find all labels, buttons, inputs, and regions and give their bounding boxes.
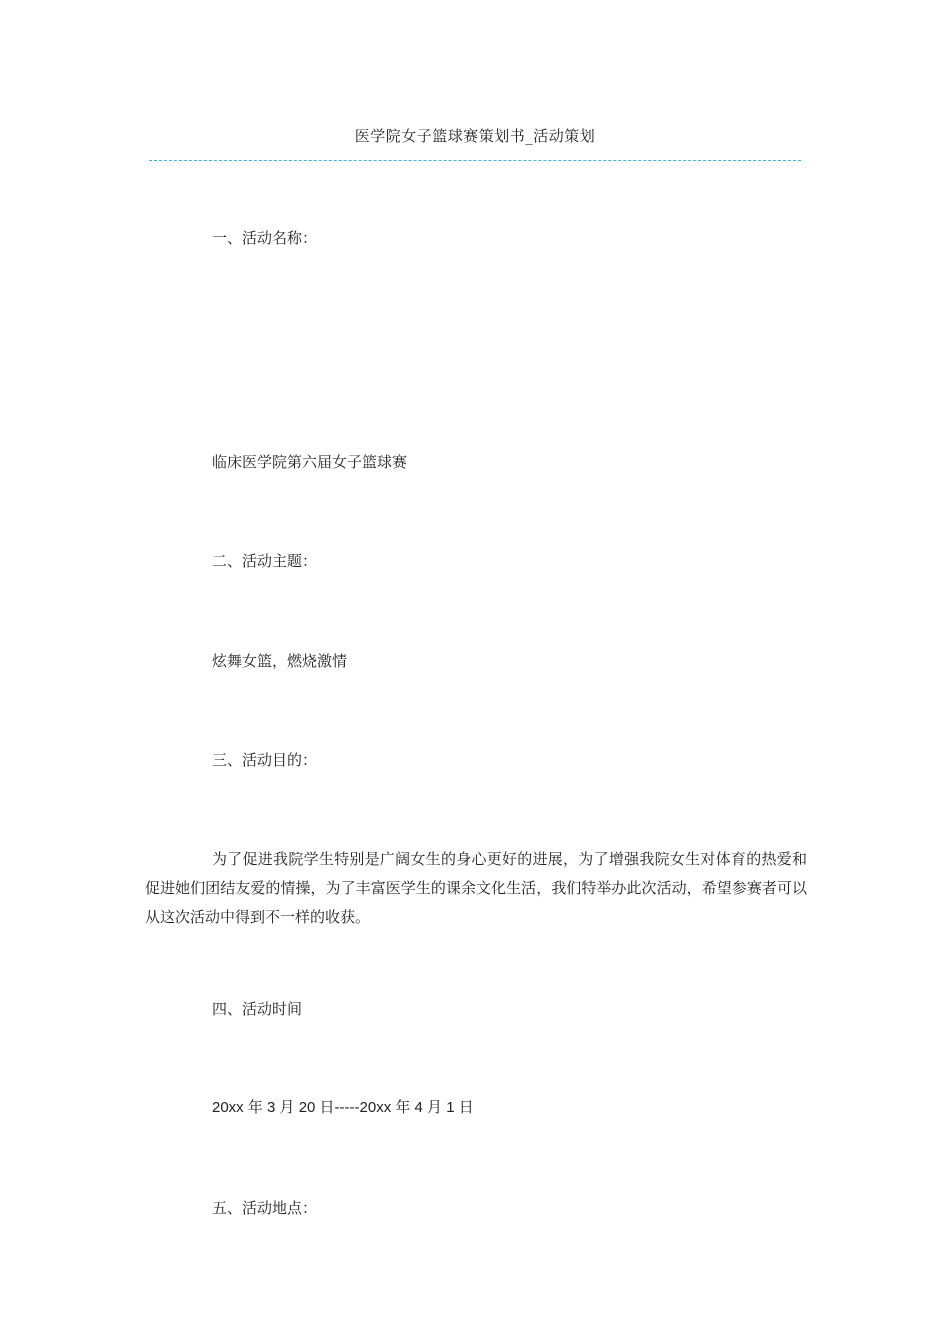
- section-3-content: 为了促进我院学生特别是广阔女生的身心更好的进展，为了增强我院女生对体育的热爱和促进她们团结友爱的情操，为了丰富医学生的课余文化生活，我们特举办此次活动，希望参赛者可以从这次活动中得到不一样的收获。: [145, 850, 807, 926]
- section-5-heading: 五、活动地点：: [212, 1199, 318, 1217]
- section-2-content: 炫舞女篮，燃烧激情: [212, 652, 348, 670]
- section-1-heading: 一、活动名称：: [212, 229, 318, 247]
- section-3-heading: 三、活动目的：: [212, 751, 318, 769]
- section-2-heading: 二、活动主题：: [212, 552, 318, 570]
- section-1-content: 临床医学院第六届女子篮球赛: [212, 453, 408, 471]
- title-divider: [149, 160, 801, 161]
- section-4-heading: 四、活动时间: [212, 1000, 303, 1018]
- section-4-content: 20xx 年 3 月 20 日-----20xx 年 4 月 1 日: [212, 1099, 474, 1116]
- document-title: 医学院女子篮球赛策划书_活动策划: [354, 127, 596, 145]
